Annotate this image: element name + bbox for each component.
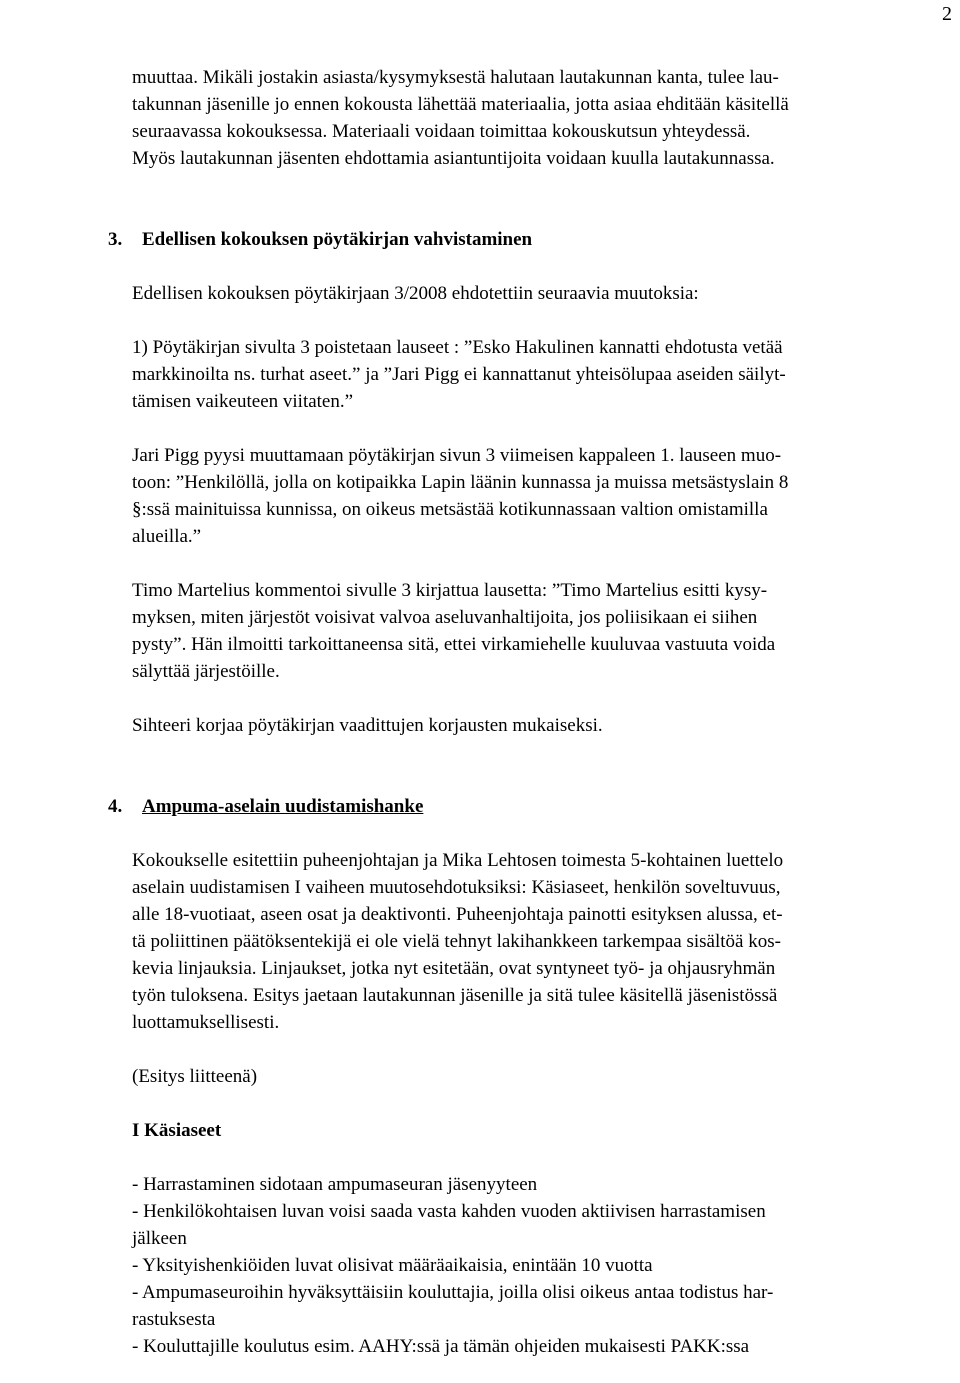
subheading-kasiaseet: I Käsiaseet xyxy=(132,1120,222,1141)
section-3-paragraph-4 xyxy=(132,577,958,685)
text-line: Edellisen kokouksen pöytäkirjaan 3/2008 ehdotettiin seuraavia muutoksia: xyxy=(132,283,699,304)
list-item xyxy=(132,1171,958,1198)
section-3-title: Edellisen kokouksen pöytäkirjan vahvistaminen xyxy=(142,229,533,250)
section-3-heading xyxy=(108,226,958,253)
list-item xyxy=(132,1333,958,1360)
text-line: sälyttää järjestöille. xyxy=(132,661,280,682)
text-line: aselain uudistamisen I vaiheen muutosehdotuksiksi: Käsiaseet, henkilön soveltuvuus, xyxy=(132,877,781,898)
list-item xyxy=(132,1252,958,1279)
text-line: luottamuksellisesti. xyxy=(132,1012,280,1033)
section-4-title: Ampuma-aselain uudistamishanke xyxy=(142,796,424,817)
list-item-line: - Henkilökohtaisen luvan voisi saada vasta kahden vuoden aktiivisen harrastamisen xyxy=(132,1201,766,1222)
attachment-note: (Esitys liitteenä) xyxy=(132,1066,258,1087)
text-line: muuttaa. Mikäli jostakin asiasta/kysymyksestä halutaan lautakunnan kanta, tulee lau- xyxy=(132,67,779,88)
section-3-paragraph-3 xyxy=(132,442,958,550)
list-item xyxy=(132,1198,958,1252)
text-line: Myös lautakunnan jäsenten ehdottamia asiantuntijoita voidaan kuulla lautakunnassa. xyxy=(132,148,775,169)
list-item-line: - Kouluttajille koulutus esim. AAHY:ssä ja tämän ohjeiden mukaisesti PAKK:ssa xyxy=(132,1336,750,1357)
page-number: 2 xyxy=(942,3,952,25)
list-item xyxy=(132,1279,958,1333)
section-3-number: 3. xyxy=(108,229,123,250)
list-item-line: jälkeen xyxy=(132,1228,187,1249)
text-line: myksen, miten järjestöt voisivat valvoa aseluvanhaltijoita, jos poliisikaan ei siihen xyxy=(132,607,758,628)
text-line: kevia linjauksia. Linjaukset, jotka nyt esitetään, ovat syntyneet työ- ja ohjausryhmän xyxy=(132,958,776,979)
section-3-paragraph-1 xyxy=(132,280,958,307)
text-line: takunnan jäsenille jo ennen kokousta lähettää materiaalia, jotta asiaa ehditään käsitellä xyxy=(132,94,789,115)
intro-paragraph xyxy=(132,64,958,172)
list-item-line: rastuksesta xyxy=(132,1309,216,1330)
text-line: tämisen vaikeuteen viitaten.” xyxy=(132,391,354,412)
text-line: toon: ”Henkilöllä, jolla on kotipaikka Lapin läänin kunnassa ja muissa metsästyslain 8 xyxy=(132,472,789,493)
text-line: työn tuloksena. Esitys jaetaan lautakunnan jäsenille ja sitä tulee käsitellä jäsenistössä xyxy=(132,985,778,1006)
text-line: Jari Pigg pyysi muuttamaan pöytäkirjan sivun 3 viimeisen kappaleen 1. lauseen muo- xyxy=(132,445,782,466)
section-4-paragraph-1 xyxy=(132,847,958,1036)
document-body xyxy=(108,64,958,1360)
section-4-number: 4. xyxy=(108,796,123,817)
list-item-line: - Harrastaminen sidotaan ampumaseuran jäsenyyteen xyxy=(132,1174,538,1195)
text-line: 1) Pöytäkirjan sivulta 3 poistetaan lauseet : ”Esko Hakulinen kannatti ehdotusta vetää xyxy=(132,337,783,358)
text-line: seuraavassa kokouksessa. Materiaali voidaan toimittaa kokouskutsun yhteydessä. xyxy=(132,121,751,142)
kasiaseet-list xyxy=(132,1171,958,1360)
list-item-line: - Yksityishenkiöiden luvat olisivat määräaikaisia, enintään 10 vuotta xyxy=(132,1255,653,1276)
section-3-paragraph-2 xyxy=(132,334,958,415)
text-line: Sihteeri korjaa pöytäkirjan vaadittujen korjausten mukaiseksi. xyxy=(132,715,603,736)
text-line: alueilla.” xyxy=(132,526,202,547)
text-line: Timo Martelius kommentoi sivulle 3 kirjattua lausetta: ”Timo Martelius esitti kysy- xyxy=(132,580,768,601)
text-line: §:ssä mainituissa kunnissa, on oikeus metsästää kotikunnassaan valtion omistamilla xyxy=(132,499,768,520)
list-item-line: - Ampumaseuroihin hyväksyttäisiin kouluttajia, joilla olisi oikeus antaa todistus har- xyxy=(132,1282,774,1303)
text-line: alle 18-vuotiaat, aseen osat ja deaktivonti. Puheenjohtaja painotti esityksen alussa, et- xyxy=(132,904,783,925)
text-line: pysty”. Hän ilmoitti tarkoittaneensa sitä, ettei virkamiehelle kuuluvaa vastuuta voida xyxy=(132,634,776,655)
text-line: Kokoukselle esitettiin puheenjohtajan ja Mika Lehtosen toimesta 5-kohtainen luettelo xyxy=(132,850,784,871)
section-4-heading xyxy=(108,793,958,820)
section-3-paragraph-5 xyxy=(132,712,958,739)
text-line: markkinoilta ns. turhat aseet.” ja ”Jari Pigg ei kannattanut yhteisölupaa aseiden säilyt- xyxy=(132,364,786,385)
text-line: tä poliittinen päätöksentekijä ei ole vielä tehnyt lakihankkeen tarkempaa sisältöä kos- xyxy=(132,931,781,952)
